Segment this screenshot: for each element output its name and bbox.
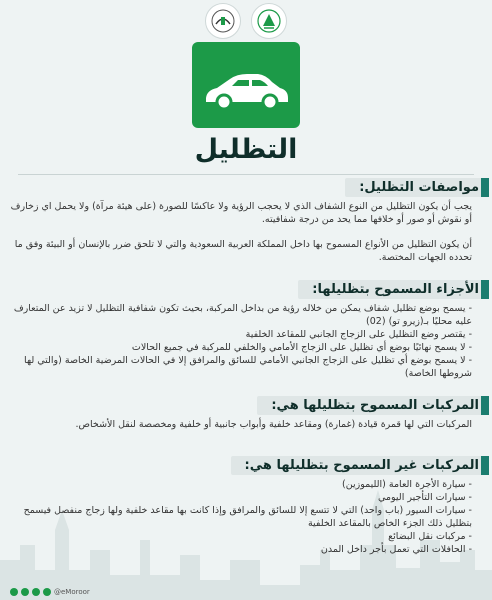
list-item: - سيارات السيور (باب واحد) التي لا تتسع إلا للسائق والمرافق وإذا كانت بها مقاعد خلفية ولها زجاج منفصل فيسمح بتظليل ذلك الجزء الخاص بالمقاعد الخلفية	[23, 505, 472, 529]
social-footer	[10, 588, 90, 596]
car-icon	[192, 42, 300, 128]
specs-paragraph-2: أن يكون التظليل من الأنواع المسموح بها داخل المملكة العربية السعودية والتي لا تلحق ضرر بالإنسان أو البيئة وفق ما تحدده الجهات المختصة.	[14, 239, 472, 263]
disallowed-vehicles-list	[6, 478, 472, 556]
social-handle: @eMoroor	[54, 588, 90, 596]
section-heading-specs: مواصفات التظليل:	[345, 178, 489, 197]
traffic-police-emblem-icon	[205, 3, 241, 39]
youtube-icon	[43, 588, 51, 596]
specs-paragraph-1: يجب أن يكون التظليل من النوع الشفاف الذي لا يحجب الرؤية ولا عاكسًا للصورة (على هيئة مرآة) ولا يحمل اي زخارف أو نقوش أو صور أو خلافها مما يحد من درجة شفافيته.	[10, 201, 472, 225]
ministry-interior-emblem-icon	[251, 3, 287, 39]
snapchat-icon	[32, 588, 40, 596]
list-item: - مركبات نقل البضائع	[388, 531, 472, 542]
instagram-icon	[21, 588, 29, 596]
logos-row	[205, 3, 287, 39]
page-title: التظليل	[194, 134, 298, 165]
list-item: - سيارات التأجير اليومي	[378, 492, 472, 503]
car-icon-box	[192, 42, 300, 128]
list-item: - يقتصر وضع التظليل على الزجاج الجانبي للمقاعد الخلفية	[245, 329, 472, 340]
list-item: - سيارة الأجرة العامة (الليموزين)	[342, 479, 472, 490]
allowed-vehicles-paragraph: المركبات التي لها قمرة قيادة (غمارة) ومقاعد خلفية وأبواب جانبية أو خلفية ومخصصة لنقل الأشخاص.	[75, 419, 472, 430]
twitter-icon	[10, 588, 18, 596]
section-heading-allowed-vehicles: المركبات المسموح بتظليلها هي:	[257, 396, 489, 415]
list-item: - لا يسمح بوضع أي تظليل على الزجاج الجانبي الأمامي للسائق والمرافق إلا في الحالات المرضية الخاصة (والتي لها شروطها الخاصة)	[24, 355, 472, 379]
list-item: - يسمح بوضع تظليل شفاف يمكن من خلاله رؤية من بداخل المركبة، بحيث تكون شفافية التظليل لا تزيد عن المتعارف عليه محليًا بـ(زيرو تو) (02)	[13, 303, 472, 327]
section-heading-disallowed-vehicles: المركبات غير المسموح بتظليلها هي:	[231, 456, 489, 475]
list-item: - لا يسمح نهائيًا بوضع أي تظليل على الزجاج الأمامي والخلفي للمركبة في جميع الحالات	[131, 342, 472, 353]
divider	[18, 174, 474, 175]
section-heading-allowed-parts: الأجزاء المسموح بتظليلها:	[298, 280, 489, 299]
allowed-parts-list	[6, 302, 472, 380]
list-item: - الحافلات التي تعمل بأجر داخل المدن	[320, 544, 472, 555]
